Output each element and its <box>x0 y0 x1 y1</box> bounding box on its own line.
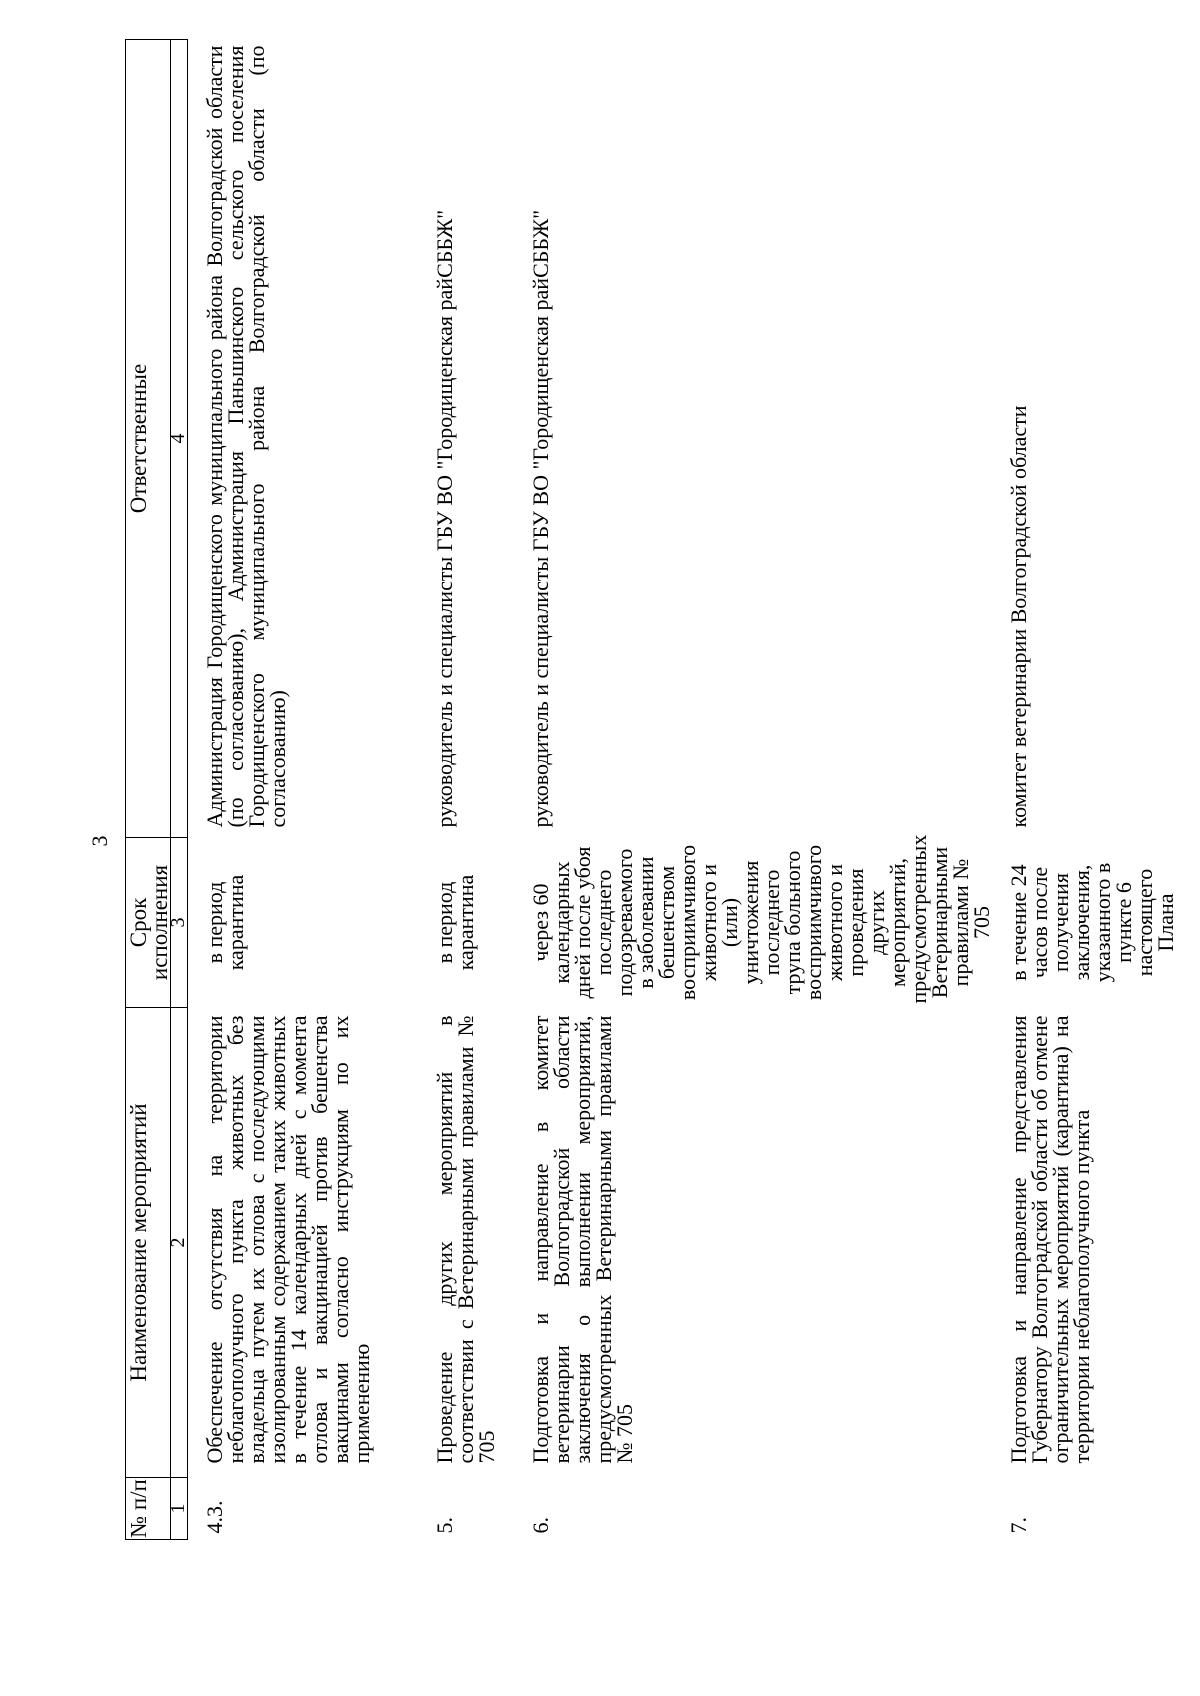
table-row <box>992 40 1176 1540</box>
row-activity: Обеспечение отсутствия на территории неблагополучного пункта животных без владельца путем их отлова с последующими изолированным содержанием таких животных в течение 14 календарных дней с момента отлова и вакцинацией против бешенства вакцинами согласно инструкциям по их применению <box>202 1015 374 1464</box>
row-activity: Подготовка и направление представления Губернатору Волгоградской области об отмене ограничительных мероприятий (карантина) на территории неблагополучного пункта <box>1006 1015 1094 1464</box>
page-number: 3 <box>87 835 112 847</box>
row-deadline: через 60 календарных дней после убоя последнего подозреваемого в заболевании бешенством восприимчивого животного и (или) уничтожения последнего трупа больного восприимчивого животного и проведения других мероприятий, предусмотренных Ветеринарными правилами № 705 <box>528 834 994 1004</box>
row-deadline: в период карантина <box>432 874 478 971</box>
header-num: № п/п <box>126 1478 171 1540</box>
header-name: Наименование мероприятий <box>126 1008 171 1478</box>
table-header-row <box>126 40 171 1540</box>
row-number: 6. <box>528 1517 553 1534</box>
row-deadline: в период карантина <box>202 874 248 971</box>
header-term: Срок исполнения <box>126 838 171 1008</box>
row-responsible: руководитель и специалисты ГБУ ВО "Городищенская райСББЖ" <box>528 209 553 828</box>
table-row <box>418 40 514 1540</box>
row-responsible: комитет ветеринарии Волгоградской области <box>1006 405 1031 828</box>
column-number-1: 1 <box>171 1478 188 1540</box>
row-responsible: руководитель и специалисты ГБУ ВО "Городищенская райСББЖ" <box>432 209 457 828</box>
row-number: 4.3. <box>202 1500 227 1534</box>
row-activity: Подготовка и направление в комитет ветеринарии Волгоградской области заключения о выполнении мероприятий, предусмотренных Ветеринарными правилами № 705 <box>528 1015 637 1464</box>
table-row <box>514 40 992 1540</box>
column-number-3: 3 <box>171 838 188 1008</box>
row-activity: Проведение других мероприятий в соответствии с Ветеринарными правилами № 705 <box>432 1015 499 1464</box>
header-responsible: Ответственные <box>126 40 171 838</box>
row-number: 5. <box>432 1517 457 1534</box>
column-number-2: 2 <box>171 1008 188 1478</box>
table-row <box>188 40 419 1540</box>
row-number: 7. <box>1006 1517 1031 1534</box>
column-number-4: 4 <box>171 40 188 838</box>
plan-table <box>125 39 1176 1540</box>
row-deadline: в течение 24 часов после получения заключения, указанного в пункте 6 настоящего Плана <box>1006 862 1178 983</box>
table-column-number-row <box>171 40 188 1540</box>
rotated-page-content <box>125 40 1178 1540</box>
row-responsible: Администрация Городищенского муниципального района Волгоградской области (по согласованию), Администрация Паньшинского сельского поселения Городищенского муниципального района Волгоградской области (по согласованию) <box>202 45 290 828</box>
